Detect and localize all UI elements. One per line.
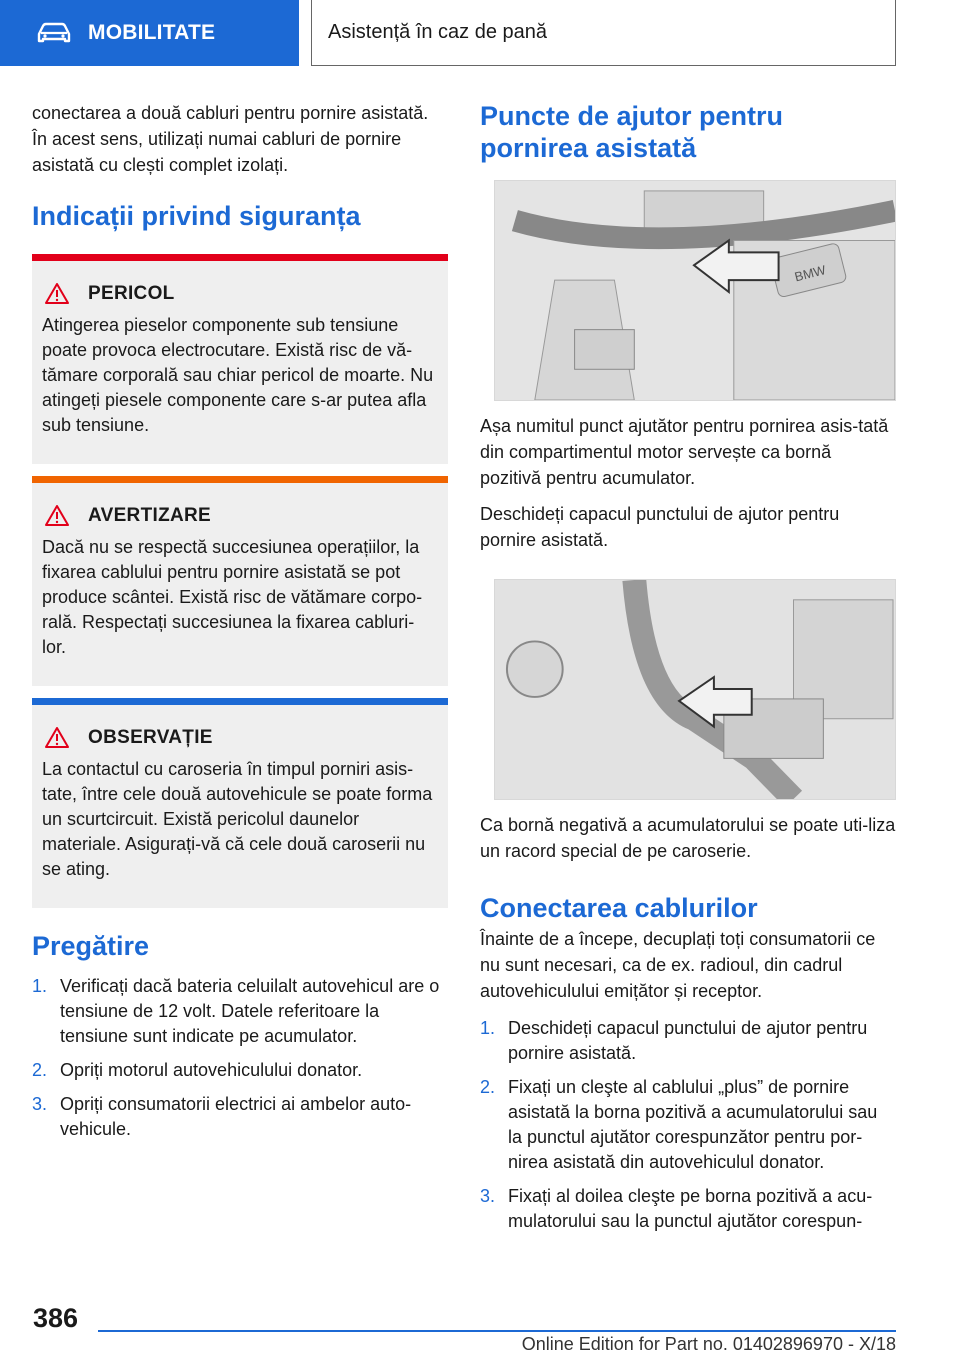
warning-notice [32,476,448,686]
footer-divider [98,1330,896,1332]
step-text: Fixați un cleşte al cablului „plus” de pornire asistată la borna pozitivă a acumulatorului sau la punctul ajutător corespunzător pentru por-nirea asistată din autovehiculul donator. [508,1077,878,1172]
step-text: Opriți consumatorii electrici ai ambelor auto-vehicule. [60,1094,412,1139]
ground-point-photo [494,579,896,800]
jump-start-heading: Puncte de ajutor pentru pornirea asistată [480,101,784,163]
step-number: 2. [480,1077,496,1097]
step-text: Verificați dacă bateria celuilalt autovehicul are o tensiune de 12 volt. Datele referitoare la tensiune sunt indicate pe acumulator. [60,976,440,1046]
section-label: MOBILITATE [88,21,216,44]
list-item [480,1016,896,1066]
connect-intro: Înainte de a începe, decuplați toți consumatorii ce nu sunt necesari, ca de ex. radioul, din cadrul autovehiculului emițător și receptor. [480,929,876,1001]
step-text: Fixați al doilea cleşte pe borna pozitivă a acu-mulatorului sau la punctul ajutător corespun- [508,1186,873,1231]
danger-bar [32,254,448,261]
warning-bar [32,476,448,483]
list-item [32,1092,448,1142]
edition-text: Online Edition for Part no. 01402896970 - X/18 [521,1334,896,1354]
connect-steps [480,1016,896,1234]
step-number: 3. [32,1094,48,1114]
section-tab[interactable] [0,0,299,66]
step-text: Deschideți capacul punctului de ajutor pentru pornire asistată. [508,1018,868,1063]
intro-paragraph: conectarea a două cabluri pentru pornire asistată. În acest sens, utilizați numai cabluri de pornire asistată cu clești complet izolați. [32,103,429,175]
prep-heading: Pregătire [32,931,150,961]
warning-title: AVERTIZARE [88,504,211,526]
danger-title: PERICOL [88,282,175,304]
engine-bay-photo [494,180,896,401]
caution-text: La contactul cu caroseria în timpul porniri asis-tate, între cele două autovehicule se poate forma un scurtcircuit. Există pericolul daunelor materiale. Asigurați-vă că cele două caroserii nu se ating. [42,759,433,879]
left-column [32,100,448,1151]
step-number: 1. [32,976,48,996]
step-number: 3. [480,1186,496,1206]
caution-notice [32,698,448,908]
warning-text: Dacă nu se respectă succesiunea operațiilor, la fixarea cablului pentru pornire asistată se pot produce scântei. Există risc de vătămare corpo-rală. Respectați succesiunea la fixarea cabluri-lor. [42,537,423,657]
jump-text-2: Deschideți capacul punctului de ajutor pentru pornire asistată. [480,504,840,550]
step-number: 2. [32,1060,48,1080]
step-text: Opriți motorul autovehiculului donator. [60,1060,363,1080]
danger-notice [32,254,448,464]
page-number: 386 [33,1303,79,1333]
list-item [480,1075,896,1175]
list-item [32,974,448,1049]
connect-heading: Conectarea cablurilor [480,893,758,923]
list-item [32,1058,448,1083]
caution-bar [32,698,448,705]
safety-heading: Indicații privind siguranța [32,201,361,231]
warning-triangle-icon [44,504,70,527]
step-number: 1. [480,1018,496,1038]
svg-text:BMW: BMW [792,262,828,285]
danger-text: Atingerea pieselor componente sub tensiune poate provoca electrocutare. Există risc de vă-tămare corporală sau chiar pericol de moarte. Nu atingeți piesele componente care s-ar putea afla sub tensiune. [42,315,434,435]
chapter-title-box [311,0,896,66]
right-column [480,100,896,1243]
list-item [480,1184,896,1234]
warning-triangle-icon [44,726,70,749]
warning-triangle-icon [44,282,70,305]
jump-text-3: Ca bornă negativă a acumulatorului se poate uti-liza un racord special de pe caroserie. [480,815,896,861]
prep-steps [32,974,448,1142]
jump-text-1: Așa numitul punct ajutător pentru pornirea asis-tată din compartimentul motor servește ca bornă pozitivă pentru acumulator. [480,416,889,488]
caution-title: OBSERVAȚIE [88,726,213,748]
chapter-title: Asistență în caz de pană [328,21,548,43]
car-icon [36,22,72,44]
